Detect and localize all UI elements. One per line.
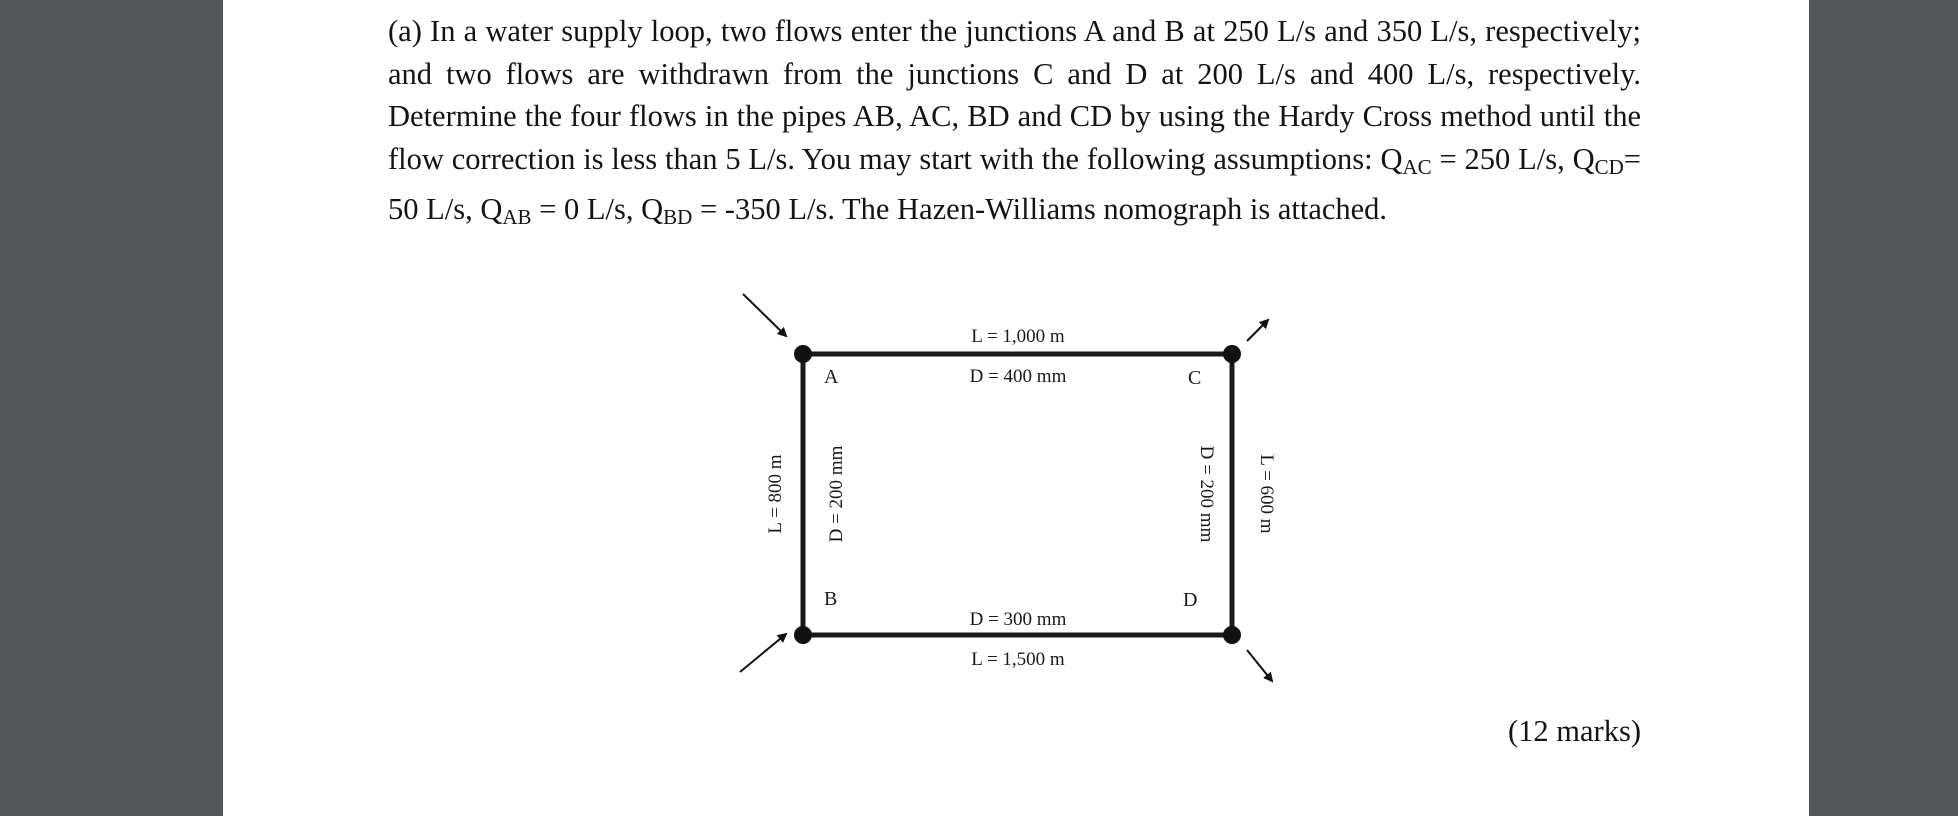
q-cd-subscript: CD [1594,154,1624,179]
q-ac-symbol: Q [1380,141,1403,176]
q-ab-symbol: Q [480,192,503,226]
question-part: (a) [388,14,422,48]
question-body: In a water supply loop, two flows enter the junctions A and B at 250 L/s and 350 L/s, respectively; and two flows are withdrawn from the junctions C and D at 200 L/s and 400 L/s, respectively. Determine the four flows in the pipes AB, AC, BD and CD by using the Hardy Cross method until the flow correction is less than 5 L/s. You may start with the following assumptions: [388,14,1641,176]
q-cd-symbol: Q [1572,141,1595,176]
junction-c-dot [1223,345,1241,363]
pipe-bd-diameter-label: D = 300 mm [969,609,1067,630]
outflow-d-arrow-icon [1247,650,1272,681]
inflow-b-arrow-icon [740,634,786,672]
q-ab-value: = 0 L/s, [531,192,642,226]
node-label-c: C [1188,367,1202,389]
pipe-ab-length-label: L = 800 m [765,454,786,534]
q-bd-subscript: BD [663,205,693,229]
q-bd-symbol: Q [641,192,664,226]
pipe-loop-diagram [223,0,1809,816]
junction-d-dot [1223,626,1241,644]
outflow-c-arrow-icon [1247,320,1268,341]
pipe-bd-length-label: L = 1,500 m [971,649,1065,670]
marks-label: (12 marks) [1508,714,1641,748]
document-page [223,0,1809,816]
q-ac-subscript: AC [1402,154,1432,179]
q-bd-value: = -350 L/s. The Hazen-Williams nomograph is attached. [692,192,1388,226]
q-cd-value: = 50 L/s, [388,141,1641,226]
pipe-ab-diameter-label: D = 200 mm [826,445,847,543]
pipe-ac-diameter-label: D = 400 mm [969,366,1067,387]
junction-b-dot [794,626,812,644]
inflow-a-arrow-icon [743,294,786,336]
node-label-d: D [1183,589,1198,611]
pipe-ac-length-label: L = 1,000 m [971,326,1065,347]
pipe-cd-diameter-label: D = 200 mm [1196,445,1217,543]
node-label-b: B [824,588,838,610]
pipe-cd-length-label: L = 600 m [1256,454,1277,534]
junction-a-dot [794,345,812,363]
node-label-a: A [824,366,839,388]
q-ab-subscript: AB [502,205,532,229]
q-ac-value: = 250 L/s, [1431,141,1573,176]
